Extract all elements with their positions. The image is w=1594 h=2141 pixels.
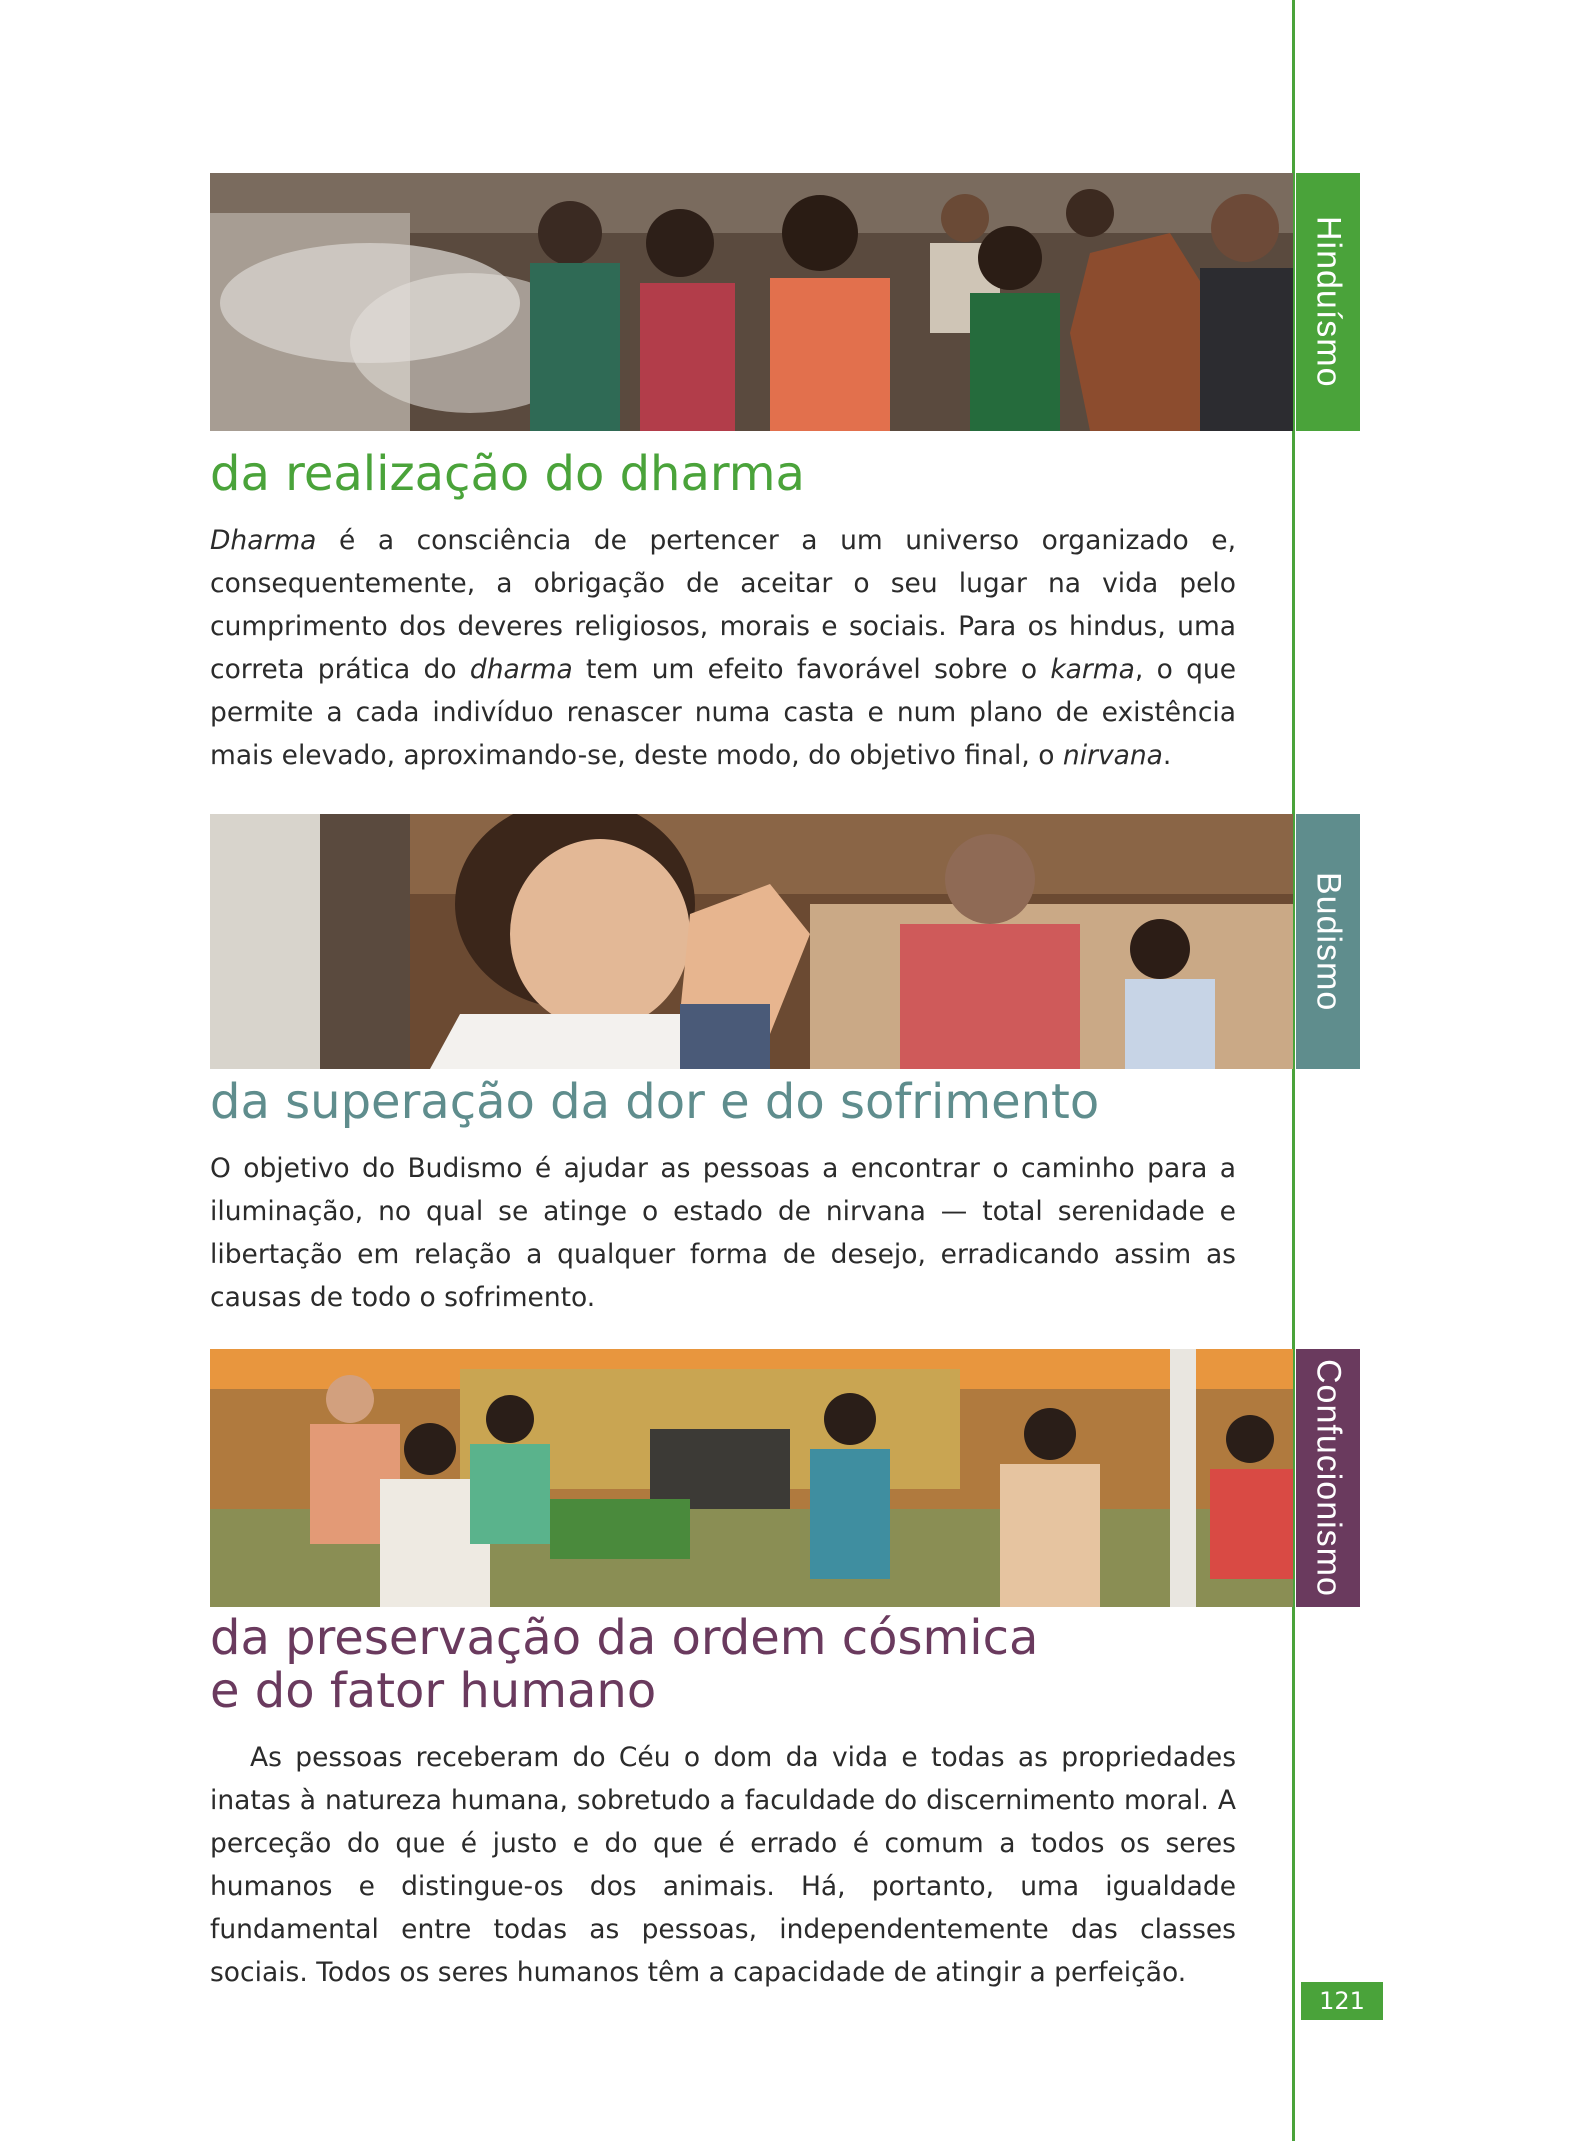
italic-term: karma xyxy=(1050,654,1135,685)
confucianism-photo xyxy=(210,1349,1293,1607)
hinduism-photo xyxy=(210,173,1293,431)
text-run: O objetivo do Budismo é ajudar as pessoas a encontrar o caminho para a iluminação, no qual se atinge o estado de nirvana — total serenidade e libertação em relação a qualquer forma de desejo, erradicando assim as causas de todo o sofrimento. xyxy=(210,1153,1236,1313)
tab-budismo xyxy=(1296,814,1360,1069)
text-run: tem um efeito favorável sobre o xyxy=(572,654,1051,685)
section-paragraph xyxy=(210,1147,1236,1319)
text-run: . xyxy=(1162,740,1172,771)
tab-hinduismo xyxy=(1296,173,1360,431)
section-heading-line2: e do fator humano xyxy=(210,1663,657,1719)
page-number: 121 xyxy=(1301,1982,1383,2020)
section-heading: da realização do dharma xyxy=(210,446,805,502)
text-run: é a consciência de pertencer a um universo organizado e, consequentemente, a obrigação de aceitar o seu lugar na vida pelo cumprimento dos deveres religiosos, morais e sociais. Para os hindus, uma correta prática do xyxy=(210,525,1236,685)
tab-confucionismo xyxy=(1296,1349,1360,1607)
temple-courtyard-photo xyxy=(210,1349,1293,1607)
text-run: , o que permite a cada indivíduo renascer numa casta e num plano de existência mais elevado, aproximando-se, deste modo, do objetivo final, o xyxy=(210,654,1237,771)
buddhism-photo xyxy=(210,814,1293,1069)
section-heading: da superação da dor e do sofrimento xyxy=(210,1074,1100,1130)
section-paragraph xyxy=(210,519,1236,777)
praying-child-photo xyxy=(210,814,1293,1069)
italic-term: nirvana xyxy=(1062,740,1163,771)
tab-label: Budismo xyxy=(1309,871,1348,1012)
text-run: As pessoas receberam do Céu o dom da vida e todas as propriedades inatas à natureza humana, sobretudo a faculdade do discernimento moral. A perceção do que é justo e do que é errado é comum a todos os seres humanos e distingue-os dos animais. Há, portanto, uma igualdade fundamental entre todas as pessoas, independentemente das classes sociais. Todos os seres humanos têm a capacidade de atingir a perfeição. xyxy=(210,1742,1236,1988)
italic-term: dharma xyxy=(469,654,573,685)
section-heading-line1: da preservação da ordem cósmica xyxy=(210,1610,1039,1666)
italic-term: Dharma xyxy=(210,525,317,556)
tab-label: Confucionismo xyxy=(1309,1359,1348,1597)
tab-label: Hinduísmo xyxy=(1309,216,1348,388)
section-paragraph xyxy=(210,1736,1236,1994)
worship-photo-hindu xyxy=(210,173,1293,431)
